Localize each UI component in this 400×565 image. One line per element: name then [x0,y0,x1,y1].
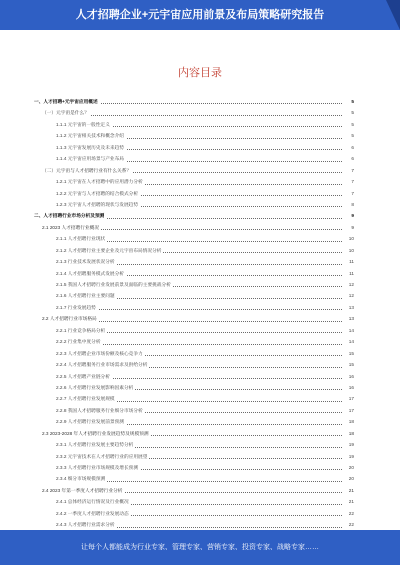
toc-entry[interactable] [34,348,354,359]
toc-page-number: 21 [348,499,354,505]
toc-entry-title: 2.3.3 人才招聘行业市场规模及增长预测 [56,462,140,473]
toc-entry-title: 2.2.3 人才招聘企业市场份额及核心竞争力 [56,348,145,359]
toc-entry-title: 2.4.3 人才招聘行业需求分析 [56,519,117,530]
toc-entry[interactable] [34,222,354,233]
toc-entry-title: 2.2.1 行业竞争格局分析 [56,325,107,336]
toc-dot-leader [56,308,342,310]
toc-page-number: 16 [348,373,354,379]
toc-entry-title: 2.2.6 人才招聘行业发展影响因素分析 [56,382,135,393]
toc-entry[interactable] [34,382,354,393]
toc-entry-title: 2.3.4 细分市场规模预测 [56,473,107,484]
page-title: 内容目录 [178,67,222,79]
toc-page-number: 5 [351,121,354,127]
toc-entry-title: 1.2.3 元宇宙人才招聘的现状与发展趋势 [56,199,140,210]
toc-entry-title: 2.3 2023-2028 年人才招聘行业发展趋势及规模预测 [42,428,151,439]
toc-entry-title: 2.4.2 一季度人才招聘行业发展动态 [56,508,131,519]
toc-entry-title: 一、人才招聘+元宇宙应用概述 [34,96,100,107]
toc-page-number: 22 [348,510,354,516]
toc-entry[interactable] [34,508,354,519]
toc-entry[interactable] [34,371,354,382]
toc-entry-title: 2.2.9 人才招聘行业发展前景预测 [56,416,126,427]
toc-entry[interactable] [34,119,354,130]
toc-page-number: 15 [348,350,354,356]
toc-entry[interactable] [34,130,354,141]
toc-entry[interactable] [34,485,354,496]
toc-entry[interactable] [34,153,354,164]
toc-page-number: 9 [351,224,354,230]
toc-page-number: 19 [348,453,354,459]
toc-page-number: 5 [351,110,354,116]
toc-entry[interactable] [34,325,354,336]
toc-entry-title: 2.1.3 行业技术发展状况分析 [56,256,117,267]
toc-entry[interactable] [34,107,354,118]
toc-page-number: 17 [348,396,354,402]
toc-entry[interactable] [34,302,354,313]
toc-entry[interactable] [34,336,354,347]
toc-entry[interactable] [34,290,354,301]
toc-page-number: 7 [351,190,354,196]
header-banner [0,0,400,30]
toc-page-number: 12 [348,293,354,299]
toc-entry[interactable] [34,245,354,256]
toc-entry[interactable] [34,279,354,290]
toc-entry-title: 1.1.3 元宇宙发展历史及未来趋势 [56,142,126,153]
toc-entry[interactable] [34,405,354,416]
toc-entry[interactable] [34,96,354,107]
toc-page-number: 14 [348,327,354,333]
toc-entry-title: 2.4 2023 年第一季度人才招聘行业分析 [42,485,125,496]
toc-entry-title: 2.1.1 人才招聘行业现状 [56,233,107,244]
toc-page-number: 13 [348,316,354,322]
toc-page-number: 10 [348,236,354,242]
toc-page-number: 20 [348,465,354,470]
toc-page-number: 17 [348,407,354,413]
toc-entry-title: 2.2.5 人才招聘产业链分析 [56,371,112,382]
toc-page-number: 11 [349,270,354,276]
toc-entry[interactable] [34,439,354,450]
toc-entry[interactable] [34,176,354,187]
toc-entry[interactable] [34,451,354,462]
toc-page-number: 5 [351,99,354,104]
toc-entry-title: 2.4.1 总体经济运行情况及行业概况 [56,496,131,507]
toc-entry-title: 1.1.1 元宇宙的一般性定义 [56,119,112,130]
toc-page-number: 18 [348,430,354,436]
toc-entry-title: 2.3.2 元宇宙技术在人才招聘行业的应用展望 [56,451,149,462]
toc-page-number: 6 [351,156,354,162]
toc-entry-title: 2.2.2 行业集中度分析 [56,336,103,347]
toc-page-number: 9 [351,213,354,219]
toc-page-number: 7 [351,167,354,173]
toc-entry-title: 2.2.8 我国人才招聘服务行业细分市场分析 [56,405,145,416]
toc-entry[interactable] [34,473,354,484]
toc-entry[interactable] [34,142,354,153]
toc-entry-title: 2.1 2023 人才招聘行业概况 [42,222,101,233]
toc-page-number: 13 [348,304,354,310]
toc-entry-title: 2.3.1 人才招聘行业发展主要趋势分析 [56,439,135,450]
toc-page-number: 10 [348,247,354,253]
toc-entry[interactable] [34,416,354,427]
toc-entry-title: 2.1.7 行业发展趋势 [56,302,98,313]
toc-entry[interactable] [34,210,354,221]
toc-entry-title: （一）元宇宙是什么？ [42,107,91,118]
toc-page-number: 20 [348,476,354,482]
toc-page-number: 14 [348,339,354,345]
toc-page-number: 15 [348,362,354,368]
toc-entry[interactable] [34,359,354,370]
toc-entry-title: 二、人才招聘行业市场分析及预测 [34,210,106,221]
toc-page-number: 19 [348,442,354,448]
report-title: 人才招聘企业+元宇宙应用前景及布局策略研究报告 [75,9,325,21]
toc-entry[interactable] [34,496,354,507]
toc-entry[interactable] [34,233,354,244]
toc-entry[interactable] [34,165,354,176]
toc-entry[interactable] [34,199,354,210]
toc-entry-title: （二）元宇宙与人才招聘行业有什么关系？ [42,165,133,176]
toc-entry[interactable] [34,268,354,279]
toc-entry-title: 2.1.6 人才招聘行业主要问题 [56,290,117,301]
toc-page-number: 8 [351,201,354,207]
toc-page-number: 22 [348,522,354,528]
toc-entry-title: 1.1.2 元宇宙相关技术和概念介绍 [56,130,126,141]
toc-page-number: 21 [348,487,354,493]
toc-entry-title: 1.1.4 元宇宙应用场景与产业布局 [56,153,126,164]
toc-entry[interactable] [34,519,354,530]
toc-entry-title: 2.1.2 人才招聘行业主要企业及元宇宙布局情况分析 [56,245,163,256]
footer-slogan: 让每个人都能成为行业专家、管理专家、营销专家、投资专家、战略专家…… [81,544,319,551]
footer-banner [0,530,400,565]
toc-page-number: 18 [348,419,354,425]
toc-page-number: 16 [348,384,354,390]
toc-entry-title: 1.2.2 元宇宙与人才招聘的结合模式分析 [56,188,140,199]
toc-entry[interactable] [34,256,354,267]
toc-page-number: 6 [351,144,354,150]
toc-entry-title: 1.2.1 元宇宙在人才招聘中的应用潜力分析 [56,176,145,187]
toc-page-number: 11 [349,259,354,265]
toc-entry[interactable] [34,188,354,199]
toc-entry-title: 2.1.4 人才招聘服务模式发展分析 [56,268,126,279]
toc-entry-title: 2.1.5 我国人才招聘行业发展前景及面临的主要挑战分析 [56,279,173,290]
toc-page-number: 5 [351,133,354,139]
toc-entry-title: 2.2.4 人才招聘服务行业市场需求及供给分析 [56,359,149,370]
toc-entry[interactable] [34,313,354,324]
toc-page-number: 7 [351,179,354,185]
toc-entry[interactable] [34,462,354,473]
table-of-contents [34,96,354,542]
toc-entry-title: 2.2 人才招聘行业市场格局 [42,313,99,324]
toc-page-number: 12 [348,282,354,287]
toc-entry[interactable] [34,428,354,439]
toc-entry-title: 2.2.7 人才招聘行业发展规模 [56,393,117,404]
toc-entry[interactable] [34,393,354,404]
